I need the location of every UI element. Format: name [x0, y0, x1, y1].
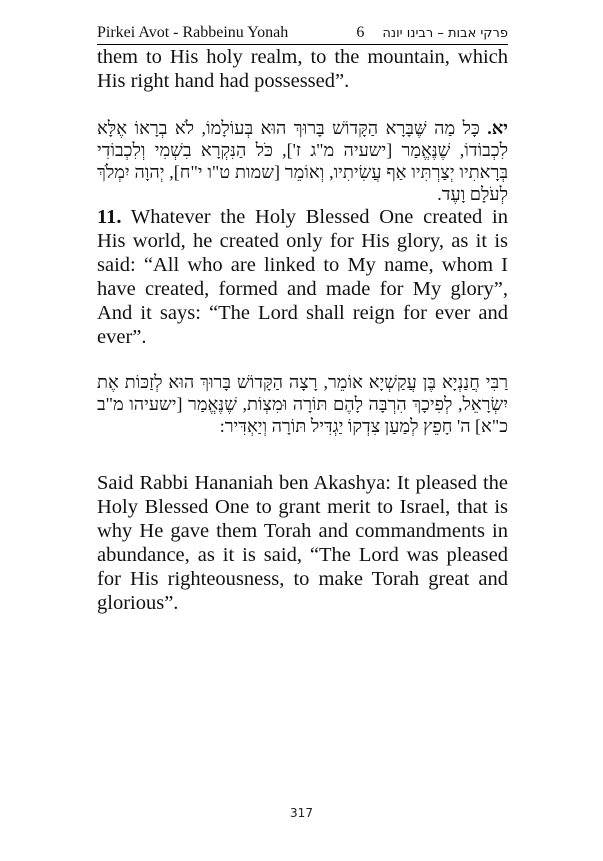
- running-header: [97, 24, 508, 45]
- mishnah-11-english: [97, 205, 508, 349]
- hananiah-english: Said Rabbi Hananiah ben Akashya: It pleased the Holy Blessed One to grant merit to Israel, that is why He gave them Torah and commandments in abundance, as it is said, “The Lord was pleased for His righteousness, to make Torah great and glorious”.: [97, 472, 508, 614]
- mishnah-11-hebrew-text: כָּל מַה שֶּׁבָּרָא הַקָּדוֹשׁ בָּרוּךְ הוּא בְּעוֹלָמוֹ, לֹא בְרָאוֹ אֶלָּא לִכְבוֹדוֹ, שֶׁנֶּאֱמַר [ישעיה מ"ג ז'], כֹּל הַנִּקְרָא בִשְׁמִי וְלִכְבוֹדִי בְּרָאתִיו יְצַרְתִּיו אַף עֲשִׂיתִיו, וְאוֹמֵר [שמות ט"ו י"ח], יְהוָה יִמְלֹךְ לְעֹלָם וָעֶד.: [97, 118, 508, 204]
- header-title-english: Pirkei Avot - Rabbeinu Yonah: [97, 24, 289, 41]
- mishnah-11-hebrew-number: יא.: [487, 118, 508, 138]
- mishnah-11-hebrew: [97, 117, 508, 205]
- header-right: [356, 24, 508, 43]
- document-page: [97, 24, 508, 615]
- mishnah-11-english-text: Whatever the Holy Blessed One created in His world, he created only for His glory, as it is said: “All who are linked to My name, whom I have created, formed and made for My glory”, And it says: “The Lord shall reign for ever and ever”.: [97, 206, 508, 348]
- continuation-paragraph: them to His holy realm, to the mountain, which His right hand had possessed”.: [97, 46, 508, 92]
- hananiah-hebrew: רַבִּי חֲנַנְיָא בֶּן עֲקַשְׁיָא אוֹמֵר, רָצָה הַקָּדוֹשׁ בָּרוּךְ הוּא לְזַכּוֹת אֶת יִשְׂרָאֵל, לְפִיכָךְ הִרְבָּה לָהֶם תּוֹרָה וּמִצְוֹת, שֶׁנֶּאֱמַר [ישעיהו מ"ב כ"א] ה' חָפֵץ לְמַעַן צִדְקוֹ יַגְדִּיל תּוֹרָה וְיַאְדִּיר:: [97, 372, 508, 436]
- header-chapter-number: 6: [356, 24, 365, 41]
- page-number: 317: [290, 806, 313, 820]
- header-title-hebrew: פרקי אבות – רבינו יונה: [382, 26, 508, 41]
- mishnah-11-english-number: 11.: [97, 206, 122, 228]
